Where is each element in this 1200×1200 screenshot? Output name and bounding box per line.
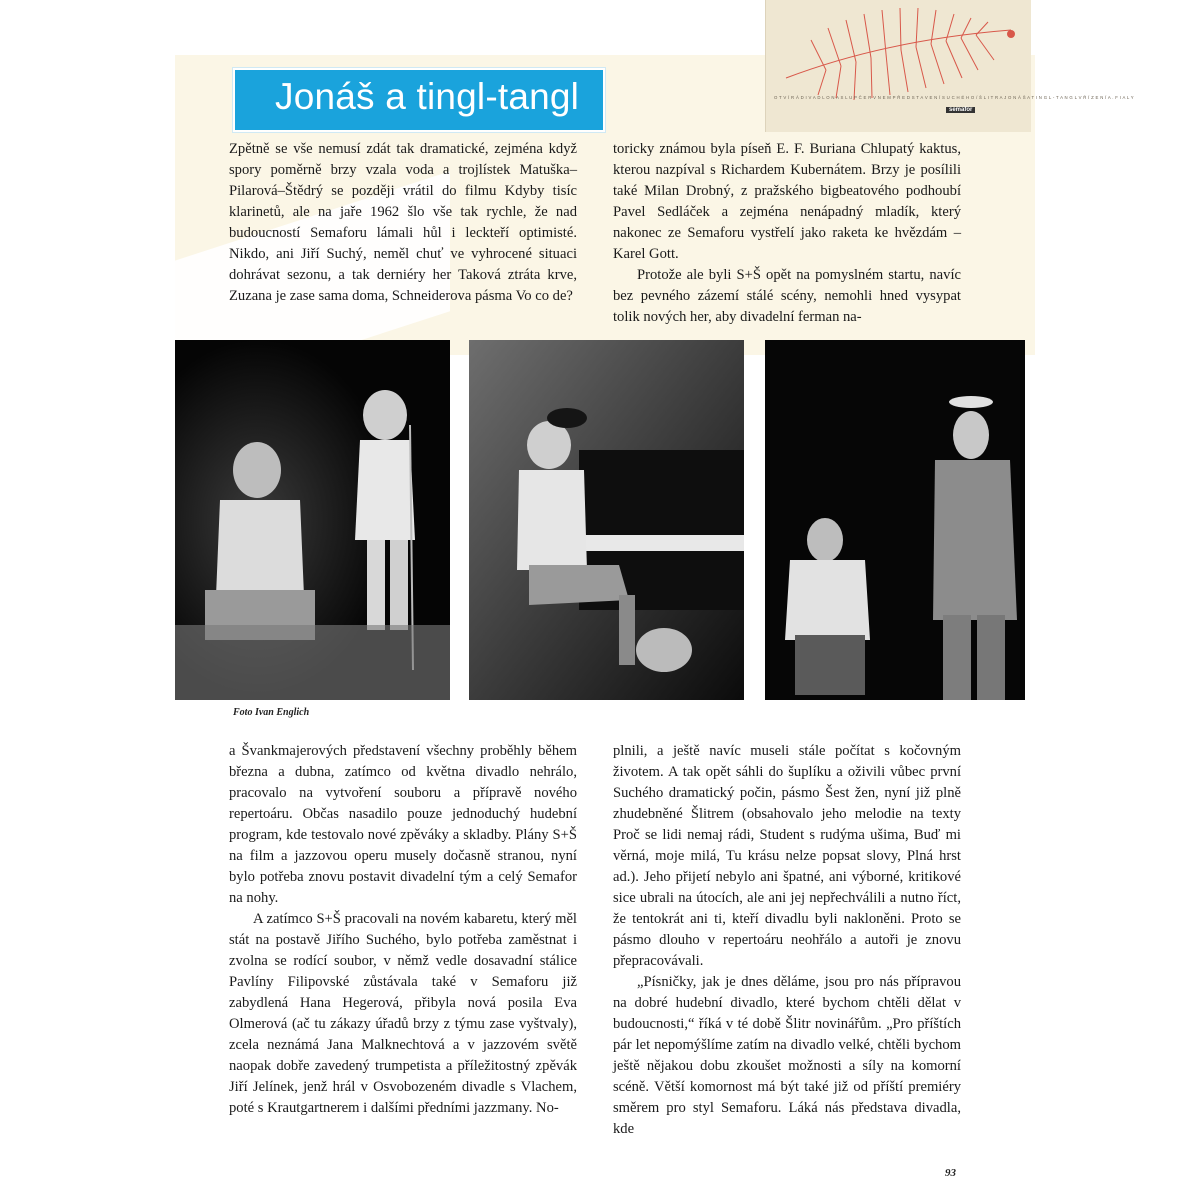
title-banner	[233, 68, 605, 132]
photo-credit: Foto Ivan Englich	[233, 707, 310, 718]
text-column-2	[613, 139, 961, 328]
poster-image	[765, 0, 1134, 132]
paragraph: a Švankmajerových představení všechny proběhly během března a dubna, zatímco od května divadlo nehrálo, pracovalo na vytvoření souboru a přípravě nového repertoáru. Občas nasadilo pouze jednoduchý hudební program, kde testovalo nové zpěváky a skladby. Plány S+Š na film a jazzovou operu musely dočasně stranou, nyní bylo potřeba znovu postavit divadelní tým a celý Semafor na nohy.	[229, 743, 577, 906]
paragraph: Protože ale byli S+Š opět na pomyslném startu, navíc bez pevného zázemí stálé scény, nemohli hned vysypat tolik nových her, aby divadelní ferman na-	[613, 267, 961, 325]
photo-singer-and-pianist	[175, 340, 450, 700]
page-number: 93	[945, 1167, 956, 1179]
poster-brand: semafor	[946, 107, 975, 113]
page-title: Jonáš a tingl-tangl	[275, 76, 580, 117]
text-column-3	[229, 741, 577, 1119]
photo-two-actors-on-stage	[765, 340, 1025, 700]
text-column-1	[229, 139, 577, 307]
paragraph: Zpětně se vše nemusí zdát tak dramatické, zejména když spory poměrně brzy vzala voda a trojlístek Matuška–Pilarová–Štědrý se později vrátil do filmu Kdyby tisíc klarinetů, ale na jaře 1962 šlo vše tak rychle, že nad budoucností Semaforu lámali hůl i leckteří optimisté. Nikdo, ani Jiří Suchý, neměl chuť ve vyhrocené situaci dohrávat sezonu, a tak derniéry her Taková ztráta krve, Zuzana je zase sama doma, Schneiderova pásma Vo co de?	[229, 141, 577, 304]
paragraph: A zatímco S+Š pracovali na novém kabaretu, který měl stát na postavě Jiřího Suchého, bylo potřeba zaměstnat i zvolna se rodící soubor, v němž vedle dosavadní stálice Pavlíny Filipovské zůstávala také v Semaforu již zabydlená Hana Hegerová, přibyla nová posila Eva Olmerová (ač tu zákazy úřadů brzy z týmu zase vyštvaly), zcela neznámá Jana Malknechtová a v jazzovém světě naopak dobře zavedený trumpetista a příležitostný zpěvák Jiří Jelínek, jenž hrál v Osvobozeném divadle s Vlachem, poté s Krautgartnerem i dalšími předními jazzmany. No-	[229, 911, 577, 1116]
photo-pianist-at-piano	[469, 340, 744, 700]
paragraph: „Písničky, jak je dnes děláme, jsou pro nás přípravou na dobré hudební divadlo, které bychom chtěli dělat v budoucnosti,“ říká v té době Šlitr novinářům. „Pro příštích pár let nepomýšlíme zatím na divadlo velké, chtěli bychom ještě nějakou dobu zkoušet možnosti a síly na komorní scéně. Větší komornost má být také již od příští premiéry směrem pro styl Semaforu. Láká nás představa divadla, kde	[613, 974, 961, 1137]
text-column-4	[613, 741, 961, 1140]
feather-illustration	[766, 0, 1134, 132]
paragraph: plnili, a ještě navíc museli stále počítat s kočovným životem. A tak opět sáhli do šuplíku a oživili vůbec první Suchého dramatický počin, pásmo Šest žen, nyní již plně zhudebněné Šlitrem (obsahovalo jeho melodie na texty Proč se lidi nemaj rádi, Student s rudýma ušima, Buď mi věrná, moje milá, Tu krásu nelze popsat slovy, Plná hrst ad.). Jeho přijetí nebylo ani špatné, ani výborné, kritikové sice ubrali na útocích, ale ani jej nepřechválili a nutno říct, že tentokrát ani ti, kteří divadlu byli nakloněni. Proto se pásmo dlouho v repertoáru neohřálo a autoři je znovu přepracovávali.	[613, 743, 961, 969]
paragraph: toricky známou byla píseň E. F. Buriana Chlupatý kaktus, kterou nazpíval s Richardem Kubernátem. Brzy je posílili také Milan Drobný, z pražského bigbeatového podhoubí Pavel Sedláček a zejména nenápadný mladík, který nakonec ze Semaforu vystřelí jako raketa ke hvězdám – Karel Gott.	[613, 141, 961, 262]
poster-caption: O T V Í R Á D I V A D L O N A S L U P Č E R V N E M P Ř E D S T A V E N Í S U C H É H O / Š L I T R A J O N Á Š A T I N G L - T A N G L V Ř Í Z E N Í A . F I A L Y	[774, 95, 1134, 100]
